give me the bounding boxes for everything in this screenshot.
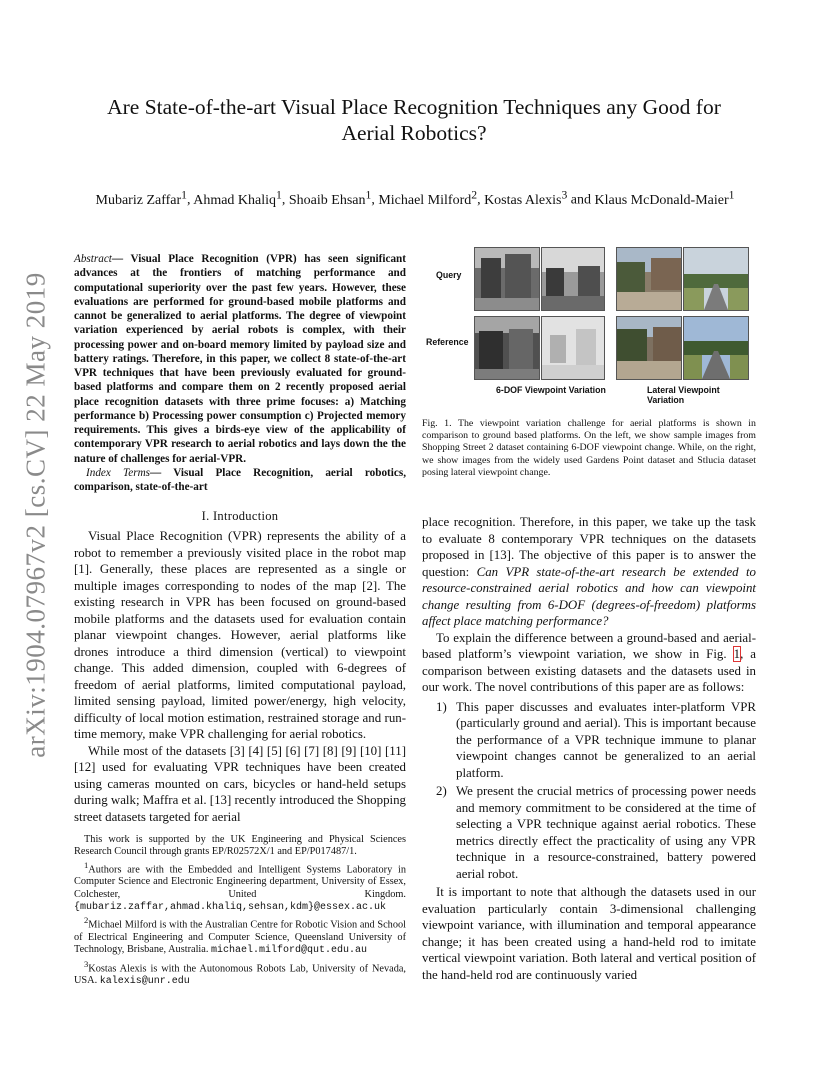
author: Ahmad Khaliq$^1$ [193, 188, 282, 208]
research-question: Can VPR state-of-the-art research be extended to resource-constrained aerial robotics and how can viewpoint change resulting from 6-DOF (degrees-of-freedom) platforms affect place matching performance? [422, 564, 756, 628]
intro-column-1 [74, 528, 406, 825]
contributions-list [422, 699, 756, 883]
contribution-item: 1) This paper discusses and evaluates inter-platform VPR (particularly ground and aerial). This is important because the performance of a VPR technique immune to planar viewpoint changes cannot be generalized to an aerial platform. [436, 699, 756, 780]
abstract [74, 252, 406, 466]
intro-column-2 [422, 514, 756, 983]
footnotes [74, 834, 406, 989]
col2-paragraph-2: To explain the difference between a ground-based and aerial-based platform’s viewpoint variation, we show in Fig. 1, a comparison between existing datasets and the datasets used in our work. The novel contributions of this paper are as follows: [422, 630, 757, 694]
footnote-1: $^1$Authors are with the Embedded and Intelligent Systems Laboratory in Computer Science and Electronic Engineering department, University of Essex, Colchester, United Kingdom. {mubariz.zaffar,ahmad.khaliq,sehsan,kdm}@essex.ac.uk [74, 859, 406, 913]
contribution-item: 2) We present the crucial metrics of processing power needs and memory commitment to be considered at the time of selecting a VPR technique against aerial robotics. These metrics directly effect the practicality of using any VPR technique in a resource-constrained, battery powered aerial robot. [436, 784, 756, 881]
author-list: Mubariz Zaffar$^1$, Ahmad Khaliq$^1$, Shoaib Ehsan$^1$, Michael Milford$^2$, Kostas Alexis$^3$ and Klaus McDonald-Maier$^1$ [95, 188, 735, 208]
footnote-2-email: michael.milford@qut.edu.au [211, 945, 368, 957]
footnote-support: This work is supported by the UK Engineering and Physical Sciences Research Council through grants EP/R02572X/1 and EP/P017487/1. [74, 834, 406, 858]
reference-image-stlucia [683, 316, 749, 380]
col2-paragraph-1: place recognition. Therefore, in this paper, we take up the task to evaluate 8 contemporary VPR techniques on the datasets proposed in [13]. The objective of this paper is to answer the question: Can VPR state-of-the-art research be extended to resource-constrained aerial robotics and how can viewpoint change resulting from 6-DOF (degrees-of-freedom) platforms affect place matching performance? [422, 515, 756, 628]
index-terms-lead: Index Terms [86, 467, 151, 479]
query-image-stlucia [683, 247, 749, 311]
footnote-1-email: {mubariz.zaffar,ahmad.khaliq,sehsan,kdm}@essex.ac.uk [74, 901, 387, 913]
reference-image-gardens-point [616, 316, 682, 380]
query-image-shopping-street-2 [541, 247, 605, 311]
reference-image-shopping-street-1 [474, 316, 540, 380]
footnote-3: $^3$Kostas Alexis is with the Autonomous Robots Lab, University of Nevada, USA. kalexis@unr.edu [74, 958, 406, 988]
section-heading: I. Introduction [201, 509, 279, 523]
author: Mubariz Zaffar$^1$ [95, 188, 187, 208]
authors-conjunction: and [570, 192, 591, 208]
author: Kostas Alexis$^3$ [484, 188, 568, 208]
index-terms [74, 466, 406, 495]
author: Shoaib Ehsan$^1$ [288, 188, 372, 208]
arxiv-sidebar-stamp [15, 265, 57, 765]
query-image-shopping-street-1 [474, 247, 540, 311]
figure-column-label-6dof: 6-DOF Viewpoint Variation [496, 385, 606, 395]
intro-paragraph-2: While most of the datasets [3] [4] [5] [6] [7] [8] [9] [10] [11] [12] used for evaluating VPR techniques have been created using cameras mounted on cars, bicycles or hand-held setups during walk; Maffra et al. [13] recently introduced the Shopping street datasets targeted for aerial [74, 743, 406, 824]
title-line-1: Are State-of-the-art Visual Place Recognition Techniques any Good for [107, 95, 721, 119]
figure-1 [424, 246, 756, 405]
footnote-2: $^2$Michael Milford is with the Australian Centre for Robotic Vision and School of Electrical Engineering and Computer Science, Queensland University of Technology, Brisbane, Australia. michael.milford@qut.edu.au [74, 915, 406, 957]
intro-paragraph-1: Visual Place Recognition (VPR) represents the ability of a robot to remember a previously visited place in the robot map [1]. Generally, these places are represented as a single or multiple images corresponding to nodes of the map [2]. The existing research in VPR has been focused on ground-based mobile platforms and the datasets used for evaluation contain planar viewpoint changes. However, aerial platforms like drones introduce a third dimension (vertical) to viewpoint change. This added dimension, coupled with 6-degrees of freedom of aerial platforms, limited computational payload, limited sensing payload, limited power/energy, high velocity, difficulty of local motion estimation, restrained storage and run-time memory, make VPR challenging for aerial robotics. [74, 529, 406, 741]
reference-image-shopping-street-2 [541, 316, 605, 380]
index-terms-text: — Visual Place Recognition, aerial robotics, comparison, state-of-the-art [74, 467, 407, 494]
figure-1-caption: Fig. 1. The viewpoint variation challenge for aerial platforms is shown in comparison to ground based platforms. On the left, we show sample images from Shopping Street 2 dataset containing 6-DOF viewpoint change. While, on the right, we show images from the widely used Gardens Point dataset and Stlucia dataset posing lateral viewpoint change. [422, 418, 756, 478]
col2-paragraph-3: It is important to note that although the datasets used in our evaluation particularly contain 3-dimensional challenging viewpoint variance, with illumination and temporal appearance change; it has been created using a hand-held rod to imitate vertical viewpoint variation. Both lateral and vertical position of the hand-held rod are continuously varied [422, 885, 756, 982]
figure-row-label-query: Query [436, 270, 462, 280]
footnote-3-email: kalexis@unr.edu [99, 976, 190, 988]
figure-row-label-reference: Reference [426, 337, 469, 347]
title-line-2: Aerial Robotics? [341, 121, 487, 145]
query-image-gardens-point [616, 247, 682, 311]
figure-column-label-lateral: Lateral Viewpoint Variation [647, 385, 720, 405]
author: Michael Milford$^2$ [378, 188, 478, 208]
paper-title [80, 94, 748, 146]
abstract-lead: Abstract [74, 253, 112, 265]
abstract-text: — Visual Place Recognition (VPR) has seen significant advances at the frontiers of matching performance and computational superiority over the past few years. However, these evaluations are performed for ground-based mobile platforms and cannot be generalized to aerial platforms. The degree of viewpoint variation experienced by aerial robots is complex, with their processing power and on-board memory limited by payload size and battery ratings. Therefore, in this paper, we collect 8 state-of-the-art VPR techniques that have been previously evaluated for ground-based platforms and compare them on 2 recently proposed aerial place recognition datasets with three prime focuses: a) Matching performance b) Processing power consumption c) Projected memory requirements. This gives a birds-eye view of the applicability of contemporary VPR research to aerial robotics and lays down the the nature of challenges for aerial-VPR. [74, 253, 406, 465]
arxiv-identifier: arXiv:1904.07967v2 [cs.CV] 22 May 2019 [20, 272, 51, 758]
author: Klaus McDonald-Maier$^1$ [594, 188, 735, 208]
figure-1-link[interactable]: 1 [733, 647, 741, 661]
